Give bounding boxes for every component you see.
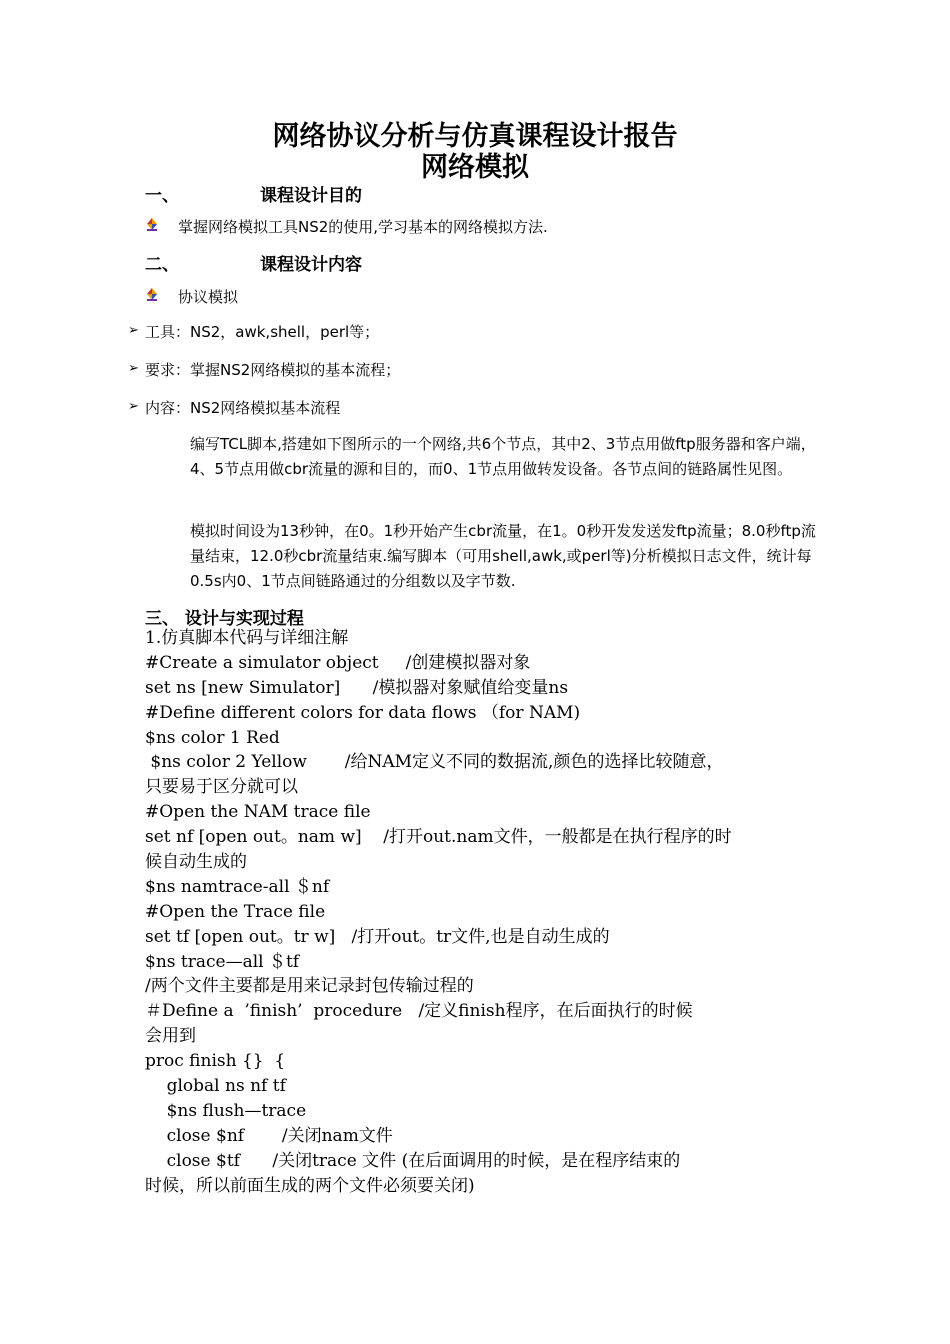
- code-line: $ns color 1 Red: [145, 727, 280, 748]
- arrow-bullet-icon: ➢: [128, 399, 139, 414]
- code-line: ＃Define a ’finish’ procedure /定义finish程序，在后面执行的时候: [145, 1001, 693, 1022]
- section-1-heading: 课程设计目的: [260, 186, 362, 206]
- code-line: proc finish {} {: [145, 1051, 286, 1072]
- section-1-bullet-text: 掌握网络模拟工具NS2的使用,学习基本的网络模拟方法.: [178, 218, 548, 236]
- diamond-bullet-icon: [145, 218, 159, 232]
- code-line: $ns namtrace-all ＄nf: [145, 876, 330, 897]
- code-line: close $tf /关闭trace 文件 (在后面调用的时候，是在程序结束的: [145, 1150, 681, 1171]
- code-line: /两个文件主要都是用来记录封包传输过程的: [145, 976, 474, 997]
- code-block: [145, 626, 825, 1198]
- document-title: 网络协议分析与仿真课程设计报告: [272, 121, 678, 152]
- document-subtitle: 网络模拟: [421, 152, 529, 183]
- code-line: #Create a simulator object /创建模拟器对象: [145, 652, 531, 673]
- code-line: set nf [open out。nam w] /打开out.nam文件，一般都是在执行程序的时: [145, 827, 732, 848]
- code-line: global ns nf tf: [145, 1076, 286, 1097]
- section-2-heading: 课程设计内容: [260, 255, 362, 275]
- code-line: #Define different colors for data flows （for NAM): [145, 702, 581, 723]
- section-3-heading: 三、 设计与实现过程: [145, 609, 304, 629]
- paragraph-network-setup: 编写TCL脚本,搭建如下图所示的一个网络,共6个节点，其中2、3节点用做ftp服务器和客户端，4、5节点用做cbr流量的源和目的，而0、1节点用做转发设备。各节点间的链路属性见图。: [190, 435, 816, 478]
- code-line: #Open the Trace file: [145, 901, 326, 922]
- code-line: close $nf /关闭nam文件: [145, 1125, 393, 1146]
- list-item-requirement: 要求：掌握NS2网络模拟的基本流程；: [145, 361, 401, 379]
- code-line: $ns color 2 Yellow /给NAM定义不同的数据流,颜色的选择比较随意，: [145, 752, 724, 773]
- arrow-bullet-icon: ➢: [128, 323, 139, 338]
- list-item-tools: 工具：NS2，awk,shell，perl等；: [145, 323, 380, 341]
- code-line: 会用到: [145, 1026, 196, 1047]
- list-item-content: 内容：NS2网络模拟基本流程: [145, 399, 341, 417]
- code-line: #Open the NAM trace file: [145, 802, 371, 823]
- paragraph-simulation-time: 模拟时间设为13秒钟，在0。1秒开始产生cbr流量，在1。0秒开发发送发ftp流量；8.0秒ftp流量结束，12.0秒cbr流量结束.编写脚本（可用shell,awk,或perl等)分析模拟日志文件，统计每0.5s内0、1节点间链路通过的分组数以及字节数.: [190, 522, 816, 590]
- arrow-bullet-icon: ➢: [128, 361, 139, 376]
- code-line: 1.仿真脚本代码与详细注解: [145, 628, 349, 648]
- section-2-bullet-text: 协议模拟: [178, 288, 239, 306]
- section-2-number: 二、: [145, 255, 179, 275]
- code-line: $ns flush—trace: [145, 1100, 307, 1121]
- diamond-bullet-icon: [145, 288, 159, 302]
- code-line: set tf [open out。tr w] /打开out。tr文件,也是自动生成的: [145, 926, 610, 947]
- section-1-number: 一、: [145, 186, 179, 206]
- code-line: 只要易于区分就可以: [145, 777, 298, 798]
- code-line: $ns trace—all ＄tf: [145, 951, 300, 972]
- code-line: 候自动生成的: [145, 852, 247, 873]
- code-line: 时候，所以前面生成的两个文件必须要关闭): [145, 1175, 475, 1196]
- code-line: set ns [new Simulator] /模拟器对象赋值给变量ns: [145, 677, 569, 698]
